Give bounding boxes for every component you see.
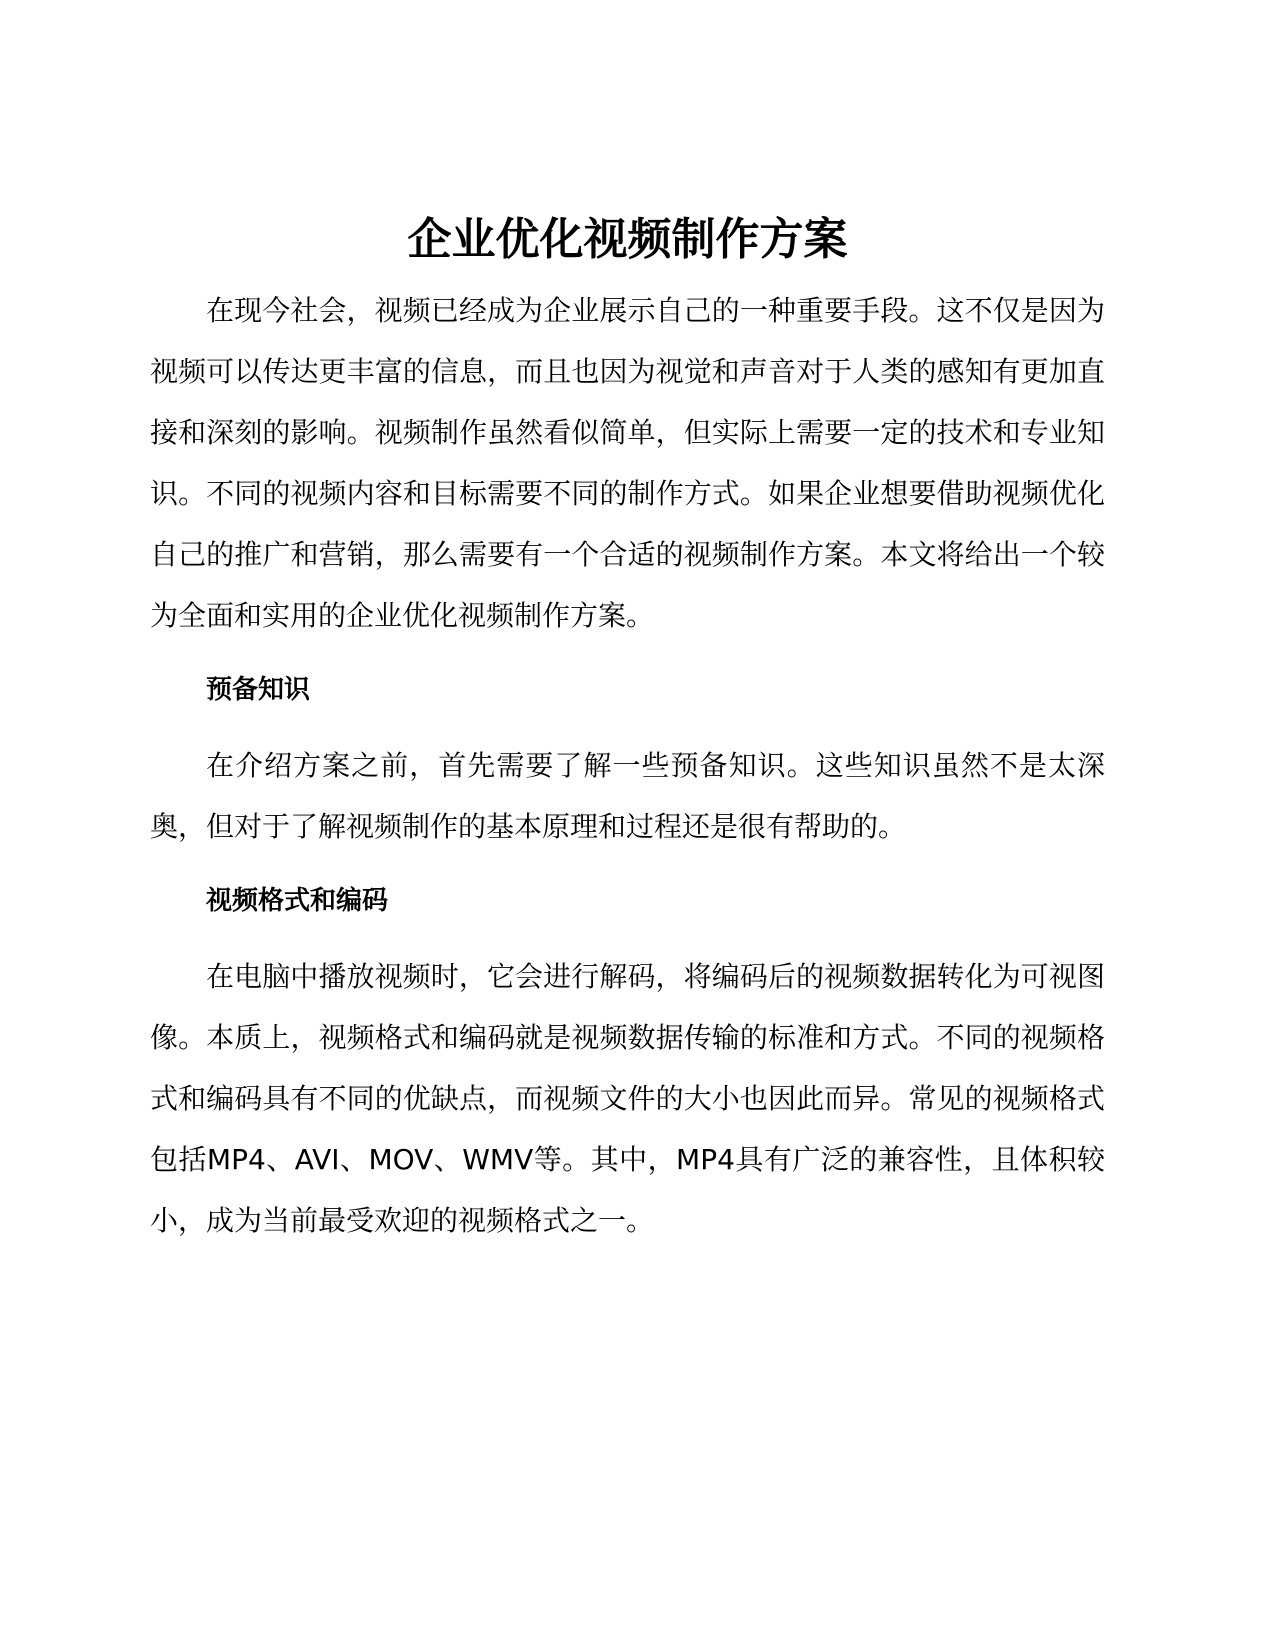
preliminary-paragraph: 在介绍方案之前，首先需要了解一些预备知识。这些知识虽然不是太深奥，但对于了解视频制作的基本原理和过程还是很有帮助的。 bbox=[150, 749, 1105, 843]
document-title: 企业优化视频制作方案 bbox=[407, 214, 848, 265]
intro-paragraph: 在现今社会，视频已经成为企业展示自己的一种重要手段。这不仅是因为视频可以传达更丰富的信息，而且也因为视觉和声音对于人类的感知有更加直接和深刻的影响。视频制作虽然看似简单，但实际上需要一定的技术和专业知识。不同的视频内容和目标需要不同的制作方式。如果企业想要借助视频优化自己的推广和营销，那么需要有一个合适的视频制作方案。本文将给出一个较为全面和实用的企业优化视频制作方案。 bbox=[150, 294, 1105, 632]
section-heading-preliminary: 预备知识 bbox=[206, 675, 311, 705]
document-page bbox=[150, 200, 1105, 1251]
video-format-paragraph: 在电脑中播放视频时，它会进行解码，将编码后的视频数据转化为可视图像。本质上，视频格式和编码就是视频数据传输的标准和方式。不同的视频格式和编码具有不同的优缺点，而视频文件的大小也因此而异。常见的视频格式包括MP4、AVI、MOV、WMV等。其中，MP4具有广泛的兼容性，且体积较小，成为当前最受欢迎的视频格式之一。 bbox=[150, 960, 1105, 1237]
section-heading-video-format: 视频格式和编码 bbox=[206, 886, 389, 916]
